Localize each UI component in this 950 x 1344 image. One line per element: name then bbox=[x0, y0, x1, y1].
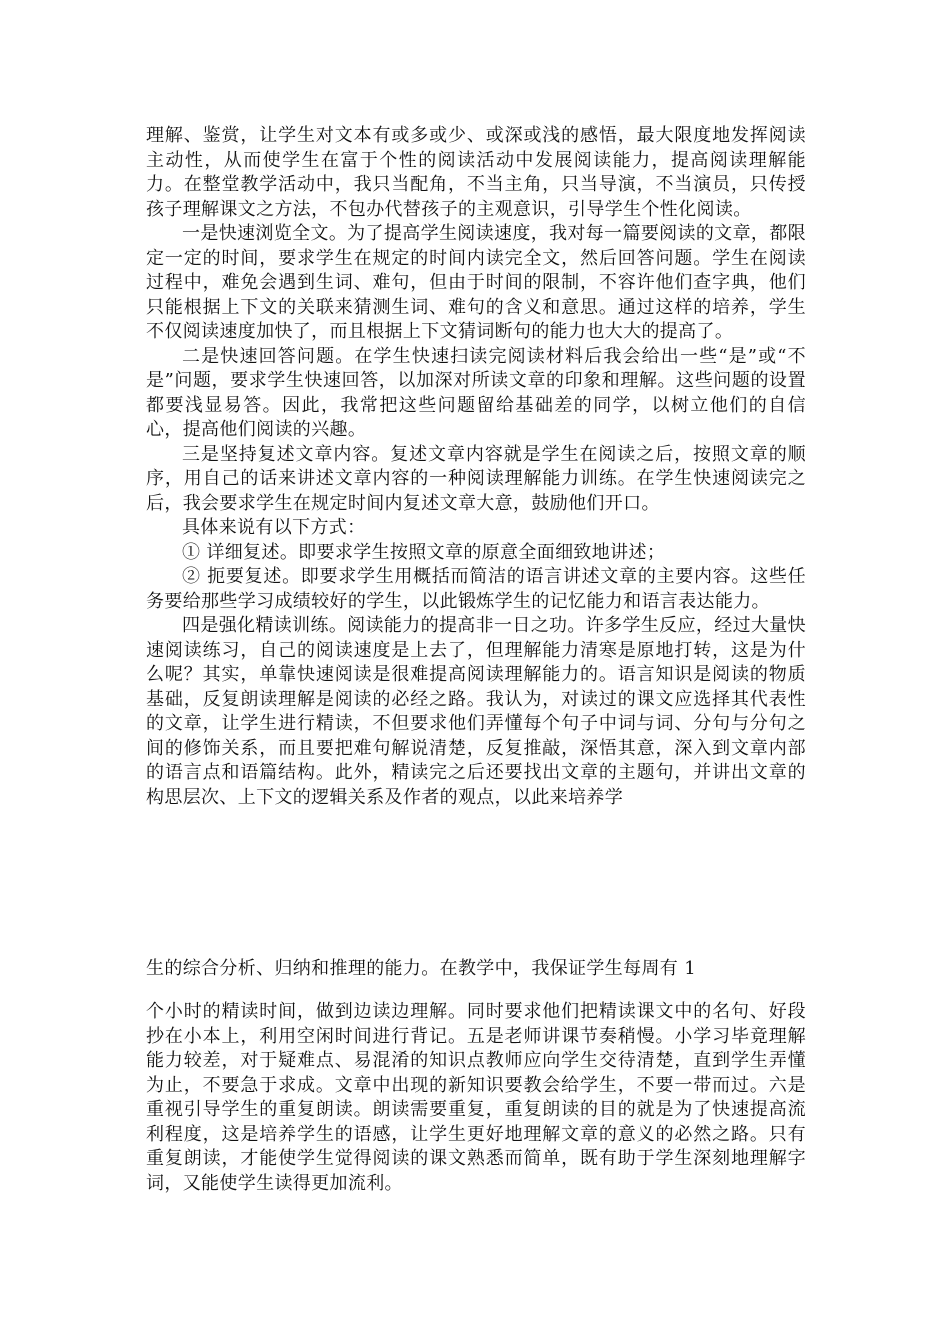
document-body-lower bbox=[146, 1000, 806, 1196]
paragraph-methods-intro: 具体来说有以下方式： bbox=[182, 517, 366, 538]
paragraph-intensive-reading: 四是强化精读训练。阅读能力的提高非一日之功。许多学生反应，经过大量快速阅读练习，自己的阅读速度是上去了，但理解能力清寒是原地打转，这是为什么呢？其实，单靠快速阅读是很难提高阅读理解能力的。语言知识是阅读的物质基础，反复朗读理解是阅读的必经之路。我认为，对读过的课文应选择其代表性的文章，让学生进行精读，不但要求他们弄懂每个句子中词与词、分句与分句之间的修饰关系，而且要把难句解说清楚，反复推敲，深悟其意，深入到文章内部的语言点和语篇结构。此外，精读完之后还要找出文章的主题句，并讲出文章的构思层次、上下文的逻辑关系及作者的观点，以此来培养学 bbox=[146, 615, 806, 808]
paragraph-quick-answers: 二是快速回答问题。在学生快速扫读完阅读材料后我会给出一些“是”或“不是”问题，要求学生快速回答，以加深对所读文章的印象和理解。这些问题的设置都要浅显易答。因此，我常把这些问题留给基础差的同学，以树立他们的自信心，提高他们阅读的兴趣。 bbox=[146, 345, 806, 440]
document-body-upper bbox=[146, 124, 806, 810]
document-body-middle bbox=[146, 955, 806, 982]
paragraph-method-detailed: ① 详细复述。即要求学生按照文章的原意全面细致地讲述； bbox=[182, 541, 666, 563]
paragraph-method-summary: ② 扼要复述。即要求学生用概括而简洁的语言讲述文章的主要内容。这些任务要给那些学习成绩较好的学生，以此锻炼学生的记忆能力和语言表达能力。 bbox=[146, 566, 806, 612]
paragraph-reading-time-and-rereading: 个小时的精读时间，做到边读边理解。同时要求他们把精读课文中的名句、好段抄在小本上，利用空闲时间进行背记。五是老师讲课节奏稍慢。小学习毕竟理解能力较差，对于疑难点、易混淆的知识点教师应向学生交待清楚，直到学生弄懂为止，不要急于求成。文章中出现的新知识要教会给学生，不要一带而过。六是重视引导学生的重复朗读。朗读需要重复，重复朗读的目的就是为了快速提高流利程度，这是培养学生的语感，让学生更好地理解文章的意义的必然之路。只有重复朗读，才能使学生觉得阅读的课文熟悉而简单，既有助于学生深刻地理解字词，又能使学生读得更加流利。 bbox=[146, 1001, 806, 1194]
paragraph-skim-full-text: 一是快速浏览全文。为了提高学生阅读速度，我对每一篇要阅读的文章，都限定一定的时间，要求学生在规定的时间内读完全文，然后回答问题。学生在阅读过程中，难免会遇到生词、难句，但由于时间的限制，不容许他们查字典，他们只能根据上下文的关联来猜测生词、难句的含义和意思。通过这样的培养，学生不仅阅读速度加快了，而且根据上下文猜词断句的能力也大大的提高了。 bbox=[146, 223, 806, 342]
paragraph-retell-content: 三是坚持复述文章内容。复述文章内容就是学生在阅读之后，按照文章的顺序，用自己的话来讲述文章内容的一种阅读理解能力训练。在学生快速阅读完之后，我会要求学生在规定时间内复述文章大意，鼓励他们开口。 bbox=[146, 443, 806, 514]
paragraph-intensive-reading-continued: 生的综合分析、归纳和推理的能力。在教学中，我保证学生每周有 1 bbox=[146, 958, 697, 979]
paragraph-intro: 理解、鉴赏，让学生对文本有或多或少、或深或浅的感悟，最大限度地发挥阅读主动性，从而使学生在富于个性的阅读活动中发展阅读能力，提高阅读理解能力。在整堂教学活动中，我只当配角，不当主角，只当导演，不当演员，只传授孩子理解课文之方法，不包办代替孩子的主观意识，引导学生个性化阅读。 bbox=[146, 125, 806, 220]
